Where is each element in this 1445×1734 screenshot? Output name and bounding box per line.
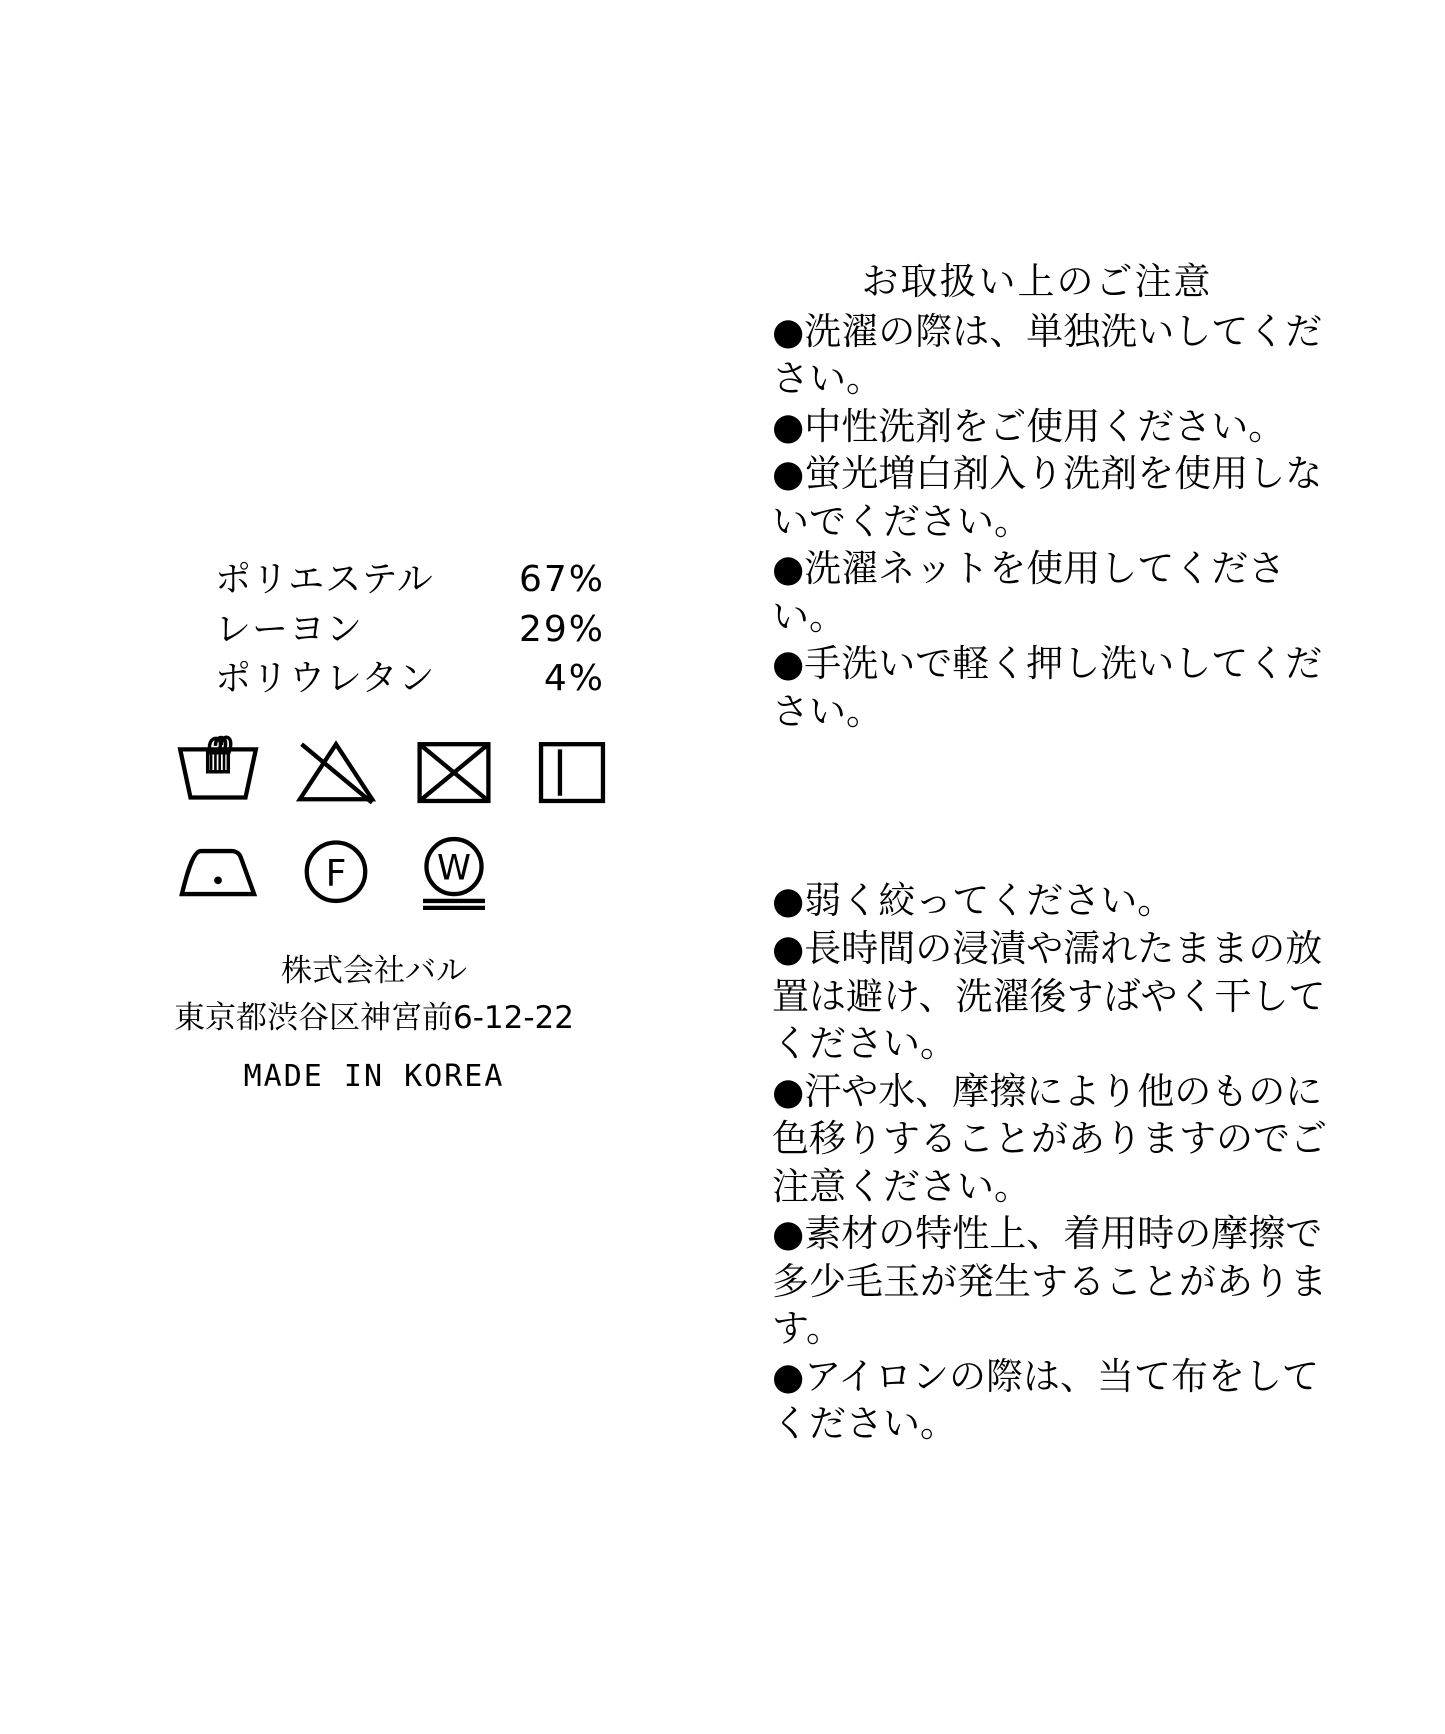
care-symbols-row-1 bbox=[175, 730, 650, 810]
composition-material: ポリエステル bbox=[215, 559, 434, 600]
care-instructions-title: お取扱い上のご注意 bbox=[861, 260, 1213, 303]
table-row bbox=[215, 555, 605, 605]
composition-percent: 67% bbox=[518, 559, 605, 600]
composition-percent: 29% bbox=[518, 608, 605, 650]
manufacturer-address: 東京都渋谷区神宮前6-12-22 bbox=[174, 1000, 574, 1037]
dry-clean-f-symbol bbox=[293, 830, 379, 910]
care-instructions-section bbox=[772, 260, 1332, 1448]
wet-clean-w-symbol bbox=[411, 830, 497, 910]
made-in-label: MADE IN KOREA bbox=[243, 1059, 505, 1095]
drip-dry-hang-symbol bbox=[529, 730, 615, 810]
list-item: ●手洗いで軽く押し洗いしてください。 bbox=[772, 642, 1323, 733]
iron-low-symbol bbox=[175, 830, 261, 910]
care-notes-group-2 bbox=[772, 877, 1332, 1447]
list-item: ●洗濯の際は、単独洗いしてください。 bbox=[772, 309, 1323, 401]
list-item: ●弱く絞ってください。 bbox=[772, 879, 1175, 923]
care-symbols-group bbox=[175, 730, 650, 910]
fabric-composition-section bbox=[130, 555, 650, 1100]
care-symbols-row-2 bbox=[175, 830, 650, 910]
manufacturer-block bbox=[114, 948, 634, 1100]
svg-text:F: F bbox=[325, 851, 347, 895]
svg-text:W: W bbox=[436, 848, 472, 889]
list-item: ●アイロンの際は、当て布をしてください。 bbox=[772, 1354, 1319, 1446]
list-item: ●中性洗剤をご使用ください。 bbox=[772, 404, 1286, 448]
hand-wash-symbol bbox=[175, 730, 261, 810]
composition-material: ポリウレタン bbox=[215, 658, 436, 700]
list-item: ●洗濯ネットを使用してください。 bbox=[772, 547, 1286, 638]
list-item: ●汗や水、摩擦により他のものに色移りすることがありますのでご注意ください。 bbox=[772, 1069, 1327, 1208]
table-row bbox=[215, 654, 605, 704]
no-tumble-dry-symbol bbox=[411, 730, 497, 810]
composition-material: レーヨン bbox=[215, 608, 364, 650]
list-item: ●素材の特性上、着用時の摩擦で多少毛玉が発生することがあります。 bbox=[772, 1212, 1327, 1351]
no-bleach-symbol bbox=[293, 730, 379, 810]
list-item: ●長時間の浸漬や濡れたままの放置は避け、洗濯後すばやく干してください。 bbox=[772, 926, 1326, 1066]
composition-table bbox=[215, 555, 605, 704]
list-item: ●蛍光増白剤入り洗剤を使用しないでください。 bbox=[772, 452, 1323, 543]
composition-percent: 4% bbox=[543, 658, 605, 700]
manufacturer-company: 株式会社バル bbox=[281, 953, 467, 990]
care-notes-group-1 bbox=[772, 308, 1332, 736]
table-row bbox=[215, 605, 605, 655]
